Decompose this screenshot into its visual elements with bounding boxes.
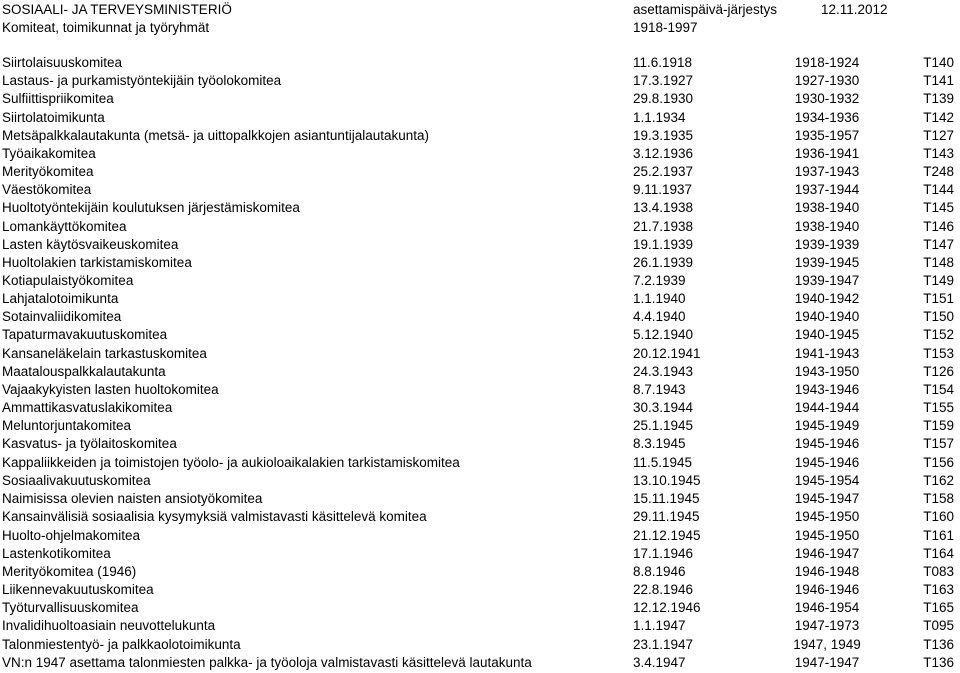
archive-code: T151 <box>923 291 954 306</box>
appointment-date: 20.12.1941 <box>633 346 701 361</box>
committee-name: Lomankäyttökomitea <box>2 219 127 234</box>
active-years: 1918-1924 <box>794 55 860 70</box>
committee-name: Lahjatalotoimikunta <box>2 291 119 306</box>
table-row <box>0 472 960 490</box>
table-row <box>0 254 960 272</box>
table-row <box>0 490 960 508</box>
archive-code: T148 <box>923 255 954 270</box>
archive-code: T153 <box>923 346 954 361</box>
archive-code: T144 <box>923 182 954 197</box>
table-row <box>0 163 960 181</box>
archive-code: T164 <box>923 546 954 561</box>
committee-name: Vajaakykyisten lasten huoltokomitea <box>2 382 219 397</box>
table-row <box>0 617 960 635</box>
active-years: 1947-1947 <box>794 655 860 670</box>
active-years: 1934-1936 <box>794 110 860 125</box>
archive-code: T157 <box>923 436 954 451</box>
appointment-date: 21.7.1938 <box>633 219 694 234</box>
committee-name: Siirtolatoimikunta <box>2 110 105 125</box>
active-years: 1943-1946 <box>794 382 860 397</box>
active-years: 1938-1940 <box>794 219 860 234</box>
table-row <box>0 236 960 254</box>
archive-code: T143 <box>923 146 954 161</box>
committee-name: Kansaneläkelain tarkastuskomitea <box>2 346 207 361</box>
ministry-title: SOSIAALI- JA TERVEYSMINISTERIÖ <box>2 2 232 17</box>
appointment-date: 1.1.1934 <box>633 110 686 125</box>
appointment-date: 11.6.1918 <box>633 55 693 70</box>
committee-name: Väestökomitea <box>2 182 92 197</box>
table-row <box>0 435 960 453</box>
committee-name: Sulfiittispriikomitea <box>2 91 114 106</box>
active-years: 1940-1940 <box>794 309 860 324</box>
committee-name: Kansainvälisiä sosiaalisia kysymyksiä valmistavasti käsittelevä komitea <box>2 509 427 524</box>
archive-code: T248 <box>923 164 954 179</box>
committee-name: Invalidihuoltoasiain neuvottelukunta <box>2 618 216 633</box>
archive-code: T163 <box>923 582 954 597</box>
committee-name: Työaikakomitea <box>2 146 96 161</box>
table-row <box>0 581 960 599</box>
active-years: 1945-1946 <box>794 436 860 451</box>
archive-code: T142 <box>923 110 954 125</box>
active-years: 1940-1942 <box>794 291 860 306</box>
active-years: 1947-1973 <box>794 618 860 633</box>
archive-code: T158 <box>923 491 954 506</box>
active-years: 1936-1941 <box>794 146 860 161</box>
active-years: 1946-1954 <box>794 600 860 615</box>
appointment-date: 11.5.1945 <box>633 455 693 470</box>
committee-name: VN:n 1947 asettama talonmiesten palkka- ja työoloja valmistavasti käsittelevä lautakunta <box>2 655 532 670</box>
appointment-date: 17.3.1927 <box>633 73 694 88</box>
appointment-date: 29.8.1930 <box>633 91 694 106</box>
table-row <box>0 199 960 217</box>
active-years: 1943-1950 <box>794 364 860 379</box>
active-years: 1945-1950 <box>794 509 860 524</box>
committee-name: Liikennevakuutuskomitea <box>2 582 154 597</box>
table-row <box>0 290 960 308</box>
appointment-date: 30.3.1944 <box>633 400 694 415</box>
archive-code: T145 <box>923 200 954 215</box>
table-row <box>0 109 960 127</box>
active-years: 1937-1944 <box>794 182 860 197</box>
active-years: 1947, 1949 <box>793 637 861 652</box>
table-row <box>0 218 960 236</box>
appointment-date: 4.4.1940 <box>633 309 686 324</box>
committee-name: Merityökomitea <box>2 164 94 179</box>
appointment-date: 17.1.1946 <box>633 546 694 561</box>
active-years: 1945-1954 <box>794 473 860 488</box>
active-years: 1941-1943 <box>794 346 860 361</box>
appointment-date: 29.11.1945 <box>633 509 700 524</box>
table-row <box>0 345 960 363</box>
table-row <box>0 363 960 381</box>
table-row <box>0 599 960 617</box>
committee-name: Naimisissa olevien naisten ansiotyökomitea <box>2 491 263 506</box>
appointment-date: 22.8.1946 <box>633 582 694 597</box>
appointment-date: 5.12.1940 <box>633 327 694 342</box>
committee-name: Sosiaalivakuutuskomitea <box>2 473 151 488</box>
archive-code: T161 <box>923 528 954 543</box>
appointment-date: 25.1.1945 <box>633 418 694 433</box>
committee-name: Talonmiestentyö- ja palkkaolotoimikunta <box>2 637 241 652</box>
committee-name: Kappaliikkeiden ja toimistojen työolo- ja aukioloaikalakien tarkistamiskomitea <box>2 455 460 470</box>
committee-name: Huoltolakien tarkistamiskomitea <box>2 255 192 270</box>
appointment-date: 19.3.1935 <box>633 128 694 143</box>
table-row <box>0 636 960 654</box>
archive-code: T083 <box>923 564 954 579</box>
subject-title: Komiteat, toimikunnat ja työryhmät <box>2 20 210 35</box>
appointment-date: 8.7.1943 <box>633 382 686 397</box>
table-row <box>0 417 960 435</box>
table-row <box>0 272 960 290</box>
committee-name: Meluntorjuntakomitea <box>2 418 132 433</box>
table-row <box>0 326 960 344</box>
archive-code: T139 <box>923 91 954 106</box>
appointment-date: 23.1.1947 <box>633 637 694 652</box>
committee-name: Maatalouspalkkalautakunta <box>2 364 166 379</box>
committee-name: Huoltotyöntekijäin koulutuksen järjestämiskomitea <box>2 200 300 215</box>
active-years: 1944-1944 <box>794 400 860 415</box>
archive-code: T165 <box>923 600 954 615</box>
archive-code: T146 <box>923 219 954 234</box>
active-years: 1945-1947 <box>794 491 860 506</box>
active-years: 1946-1947 <box>794 546 860 561</box>
table-row <box>0 90 960 108</box>
active-years: 1946-1946 <box>794 582 860 597</box>
appointment-date: 3.12.1936 <box>633 146 694 161</box>
committee-name: Ammattikasvatuslakikomitea <box>2 400 173 415</box>
active-years: 1937-1943 <box>794 164 860 179</box>
appointment-date: 21.12.1945 <box>633 528 701 543</box>
table-row <box>0 145 960 163</box>
table-row <box>0 527 960 545</box>
appointment-date: 7.2.1939 <box>633 273 686 288</box>
appointment-date: 1.1.1940 <box>633 291 686 306</box>
archive-code: T150 <box>923 309 954 324</box>
table-row <box>0 308 960 326</box>
active-years: 1946-1948 <box>794 564 860 579</box>
table-row <box>0 654 960 672</box>
appointment-date: 3.4.1947 <box>633 655 686 670</box>
committee-name: Metsäpalkkalautakunta (metsä- ja uittopalkkojen asiantuntijalautakunta) <box>2 128 429 143</box>
appointment-date: 13.4.1938 <box>633 200 694 215</box>
committee-name: Merityökomitea (1946) <box>2 564 137 579</box>
archive-code: T126 <box>923 364 954 379</box>
committee-name: Lastenkotikomitea <box>2 546 111 561</box>
archive-code: T136 <box>923 655 954 670</box>
active-years: 1945-1946 <box>794 455 860 470</box>
appointment-date: 15.11.1945 <box>633 491 700 506</box>
appointment-date: 8.8.1946 <box>633 564 686 579</box>
appointment-date: 8.3.1945 <box>633 436 686 451</box>
archive-code: T155 <box>923 400 954 415</box>
archive-code: T160 <box>923 509 954 524</box>
active-years: 1945-1950 <box>794 528 860 543</box>
active-years: 1945-1949 <box>794 418 860 433</box>
table-row <box>0 127 960 145</box>
archive-code: T162 <box>923 473 954 488</box>
active-years: 1938-1940 <box>794 200 860 215</box>
report-date: 12.11.2012 <box>821 2 888 17</box>
committee-name: Siirtolaisuuskomitea <box>2 55 123 70</box>
active-years: 1927-1930 <box>794 73 860 88</box>
archive-code: T127 <box>923 128 954 143</box>
appointment-date: 24.3.1943 <box>633 364 694 379</box>
committee-name: Kotiapulaistyökomitea <box>2 273 134 288</box>
appointment-date: 19.1.1939 <box>633 237 694 252</box>
archive-code: T159 <box>923 418 954 433</box>
committee-name: Työturvallisuuskomitea <box>2 600 139 615</box>
committee-name: Tapaturmavakuutuskomitea <box>2 327 168 342</box>
archive-code: T156 <box>923 455 954 470</box>
active-years: 1939-1947 <box>794 273 860 288</box>
active-years: 1939-1945 <box>794 255 860 270</box>
appointment-date: 1.1.1947 <box>633 618 686 633</box>
appointment-date: 13.10.1945 <box>633 473 701 488</box>
committee-name: Sotainvaliidikomitea <box>2 309 122 324</box>
appointment-date: 26.1.1939 <box>633 255 694 270</box>
table-row <box>0 181 960 199</box>
table-row <box>0 399 960 417</box>
table-row <box>0 545 960 563</box>
appointment-date: 9.11.1937 <box>633 182 693 197</box>
ordering-label: asettamispäivä-järjestys <box>633 2 778 17</box>
archive-code: T154 <box>923 382 954 397</box>
committee-name: Lasten käytösvaikeuskomitea <box>2 237 179 252</box>
table-row <box>0 454 960 472</box>
archive-code: T095 <box>923 618 954 633</box>
archive-code: T147 <box>923 237 954 252</box>
archive-code: T136 <box>923 637 954 652</box>
active-years: 1940-1945 <box>794 327 860 342</box>
archive-code: T141 <box>923 73 954 88</box>
committee-name: Huolto-ohjelmakomitea <box>2 528 141 543</box>
active-years: 1930-1932 <box>794 91 860 106</box>
committee-name: Kasvatus- ja työlaitoskomitea <box>2 436 177 451</box>
appointment-date: 12.12.1946 <box>633 600 701 615</box>
archive-code: T149 <box>923 273 954 288</box>
appointment-date: 25.2.1937 <box>633 164 694 179</box>
archive-code: T140 <box>923 55 954 70</box>
table-row <box>0 508 960 526</box>
active-years: 1935-1957 <box>794 128 860 143</box>
table-row <box>0 381 960 399</box>
period-label: 1918-1997 <box>633 20 698 35</box>
table-row <box>0 563 960 581</box>
table-row <box>0 54 960 72</box>
committee-name: Lastaus- ja purkamistyöntekijäin työolokomitea <box>2 73 282 88</box>
archive-code: T152 <box>923 327 954 342</box>
table-row <box>0 72 960 90</box>
active-years: 1939-1939 <box>794 237 860 252</box>
